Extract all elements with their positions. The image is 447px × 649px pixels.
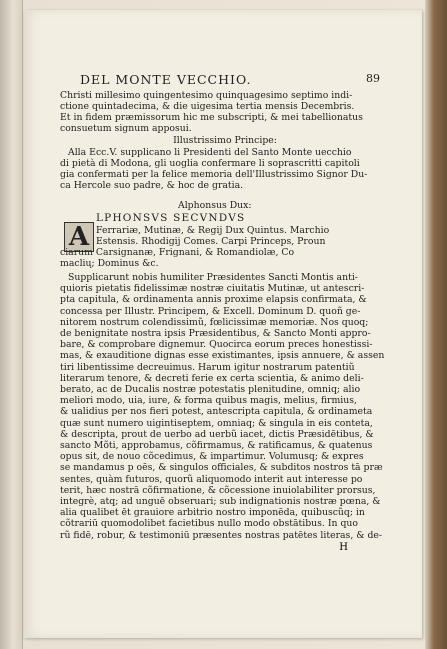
decree-heading: LPHONSVS SECVNDVS	[96, 212, 246, 224]
text-line: pta capitula, & ordinamenta annis proxime elapsis confirmata, &	[60, 294, 367, 306]
text-line: ctione quintadecima, & die uigesima tertia mensis Decembris.	[60, 101, 355, 112]
text-line: Alla Ecc.V. supplicano li Presidenti del Santo Monte uecchio	[68, 147, 352, 158]
text-line: concessa per Illustr. Principem, & Excell. Dominum D. quoñ ge-	[60, 305, 361, 317]
text-line: Estensis. Rhodigij Comes. Carpi Princeps, Proun	[96, 236, 326, 247]
text-line: di pietà di Modona, gli uoglia confermare li soprascritti capitoli	[60, 158, 360, 169]
left-page-edge	[0, 0, 23, 649]
text-line: literarum tenore, & decreti ferie ex certa scientia, & animo deli-	[60, 372, 364, 384]
text-line: ciarum Carsignanæ, Frignani, & Romandiolæ, Co	[60, 247, 295, 258]
text-line: bare, & comprobare dignemur. Quocirca eorum preces honestissi-	[60, 339, 373, 351]
text-line: quæ sunt numero uigintiseptem, omniaq; & singula in eis conteta,	[60, 417, 373, 429]
text-line: meliori modo, uia, iure, & forma quibus magis, melius, firmius,	[60, 395, 357, 407]
text-line: cõtrariū quomodolibet facietibus nullo modo obstātibus. In quo	[60, 518, 358, 530]
text-line: Ferrariæ, Mutinæ, & Regij Dux Quintus. Marchio	[96, 225, 330, 236]
text-line: quioris pietatis fidelissimæ nostræ ciuitatis Mutinæ, ut antescri-	[60, 283, 365, 295]
decorated-initial: A	[64, 222, 94, 252]
text-line: rũ fidē, robur, & testimoniū præsentes nostras patētes literas, & de-	[60, 529, 383, 541]
running-title: DEL MONTE VECCHIO.	[80, 72, 252, 87]
text-line: & ualidius per nos fieri potest, antescripta capitula, & ordinameta	[60, 406, 373, 418]
text-line: berato, ac de Ducalis nostræ potestatis plenitudine, omniq; alio	[60, 384, 361, 395]
text-line: & descripta, prout de uerbo ad uerbũ iacet, dictis Præsidētibus, &	[60, 428, 374, 440]
page-number: 89	[366, 72, 380, 85]
salutation: Illustrissimo Principe:	[173, 135, 277, 146]
text-line: opus sit, de nouo cõcedimus, & impartimur. Volumusq; & expres	[60, 451, 364, 463]
text-line: mas, & exauditione dignas esse existimantes, ipsis annuere, & assen	[60, 350, 385, 362]
text-line: alia qualibet ēt grauiore arbitrio nostro imponēda, quibuscũq; in	[60, 507, 365, 519]
page	[24, 10, 422, 638]
text-line: nitorem nostrum colendissimũ, fœlicissimæ memoriæ. Nos quoq;	[60, 316, 369, 328]
text-line: integrè, atq; ad unguē obseruari; sub indignationis nostræ pœna, &	[60, 496, 381, 507]
text-line: gia confermati per la felice memoria dell'Illustrissimo Signor Du-	[60, 169, 368, 180]
text-line: maclių; Dominus &c.	[60, 258, 159, 269]
text-line: tiri libentissime decreuimus. Harum igitur nostrarum patentiũ	[60, 361, 355, 373]
book-cover-edge	[425, 0, 447, 649]
text-line: sancto Mõti, approbamus, cõfirmamus, & ratificamus, & quatenus	[60, 440, 373, 451]
text-line: se mandamus p oēs, & singulos officiales, & subditos nostros tā præ	[60, 462, 383, 474]
text-line: Christi millesimo quingentesimo quinquagesimo septimo indi-	[60, 90, 353, 101]
text-line: terit, hæc nostrā cõfirmatione, & cõcessione inuiolabiliter prorsus,	[60, 484, 376, 496]
running-header	[80, 72, 380, 87]
text-line: sentes, quàm futuros, quorũ aliquomodo interit aut interesse po	[60, 473, 363, 485]
text-line: Supplicarunt nobis humiliter Præsidentes Sancti Montis anti-	[68, 272, 358, 283]
text-line: consuetum signum apposui.	[60, 123, 192, 134]
catchword: H	[339, 542, 348, 553]
text-line: Et in fidem præmissorum hic me subscripti, & mei tabellionatus	[60, 112, 363, 123]
text-line: de benignitate nostra ipsis Præsidentibus, & Sancto Monti appro-	[60, 328, 371, 339]
signature: Alphonsus Dux:	[178, 200, 252, 211]
text-line: ca Hercole suo padre, & hoc de gratia.	[60, 180, 244, 191]
